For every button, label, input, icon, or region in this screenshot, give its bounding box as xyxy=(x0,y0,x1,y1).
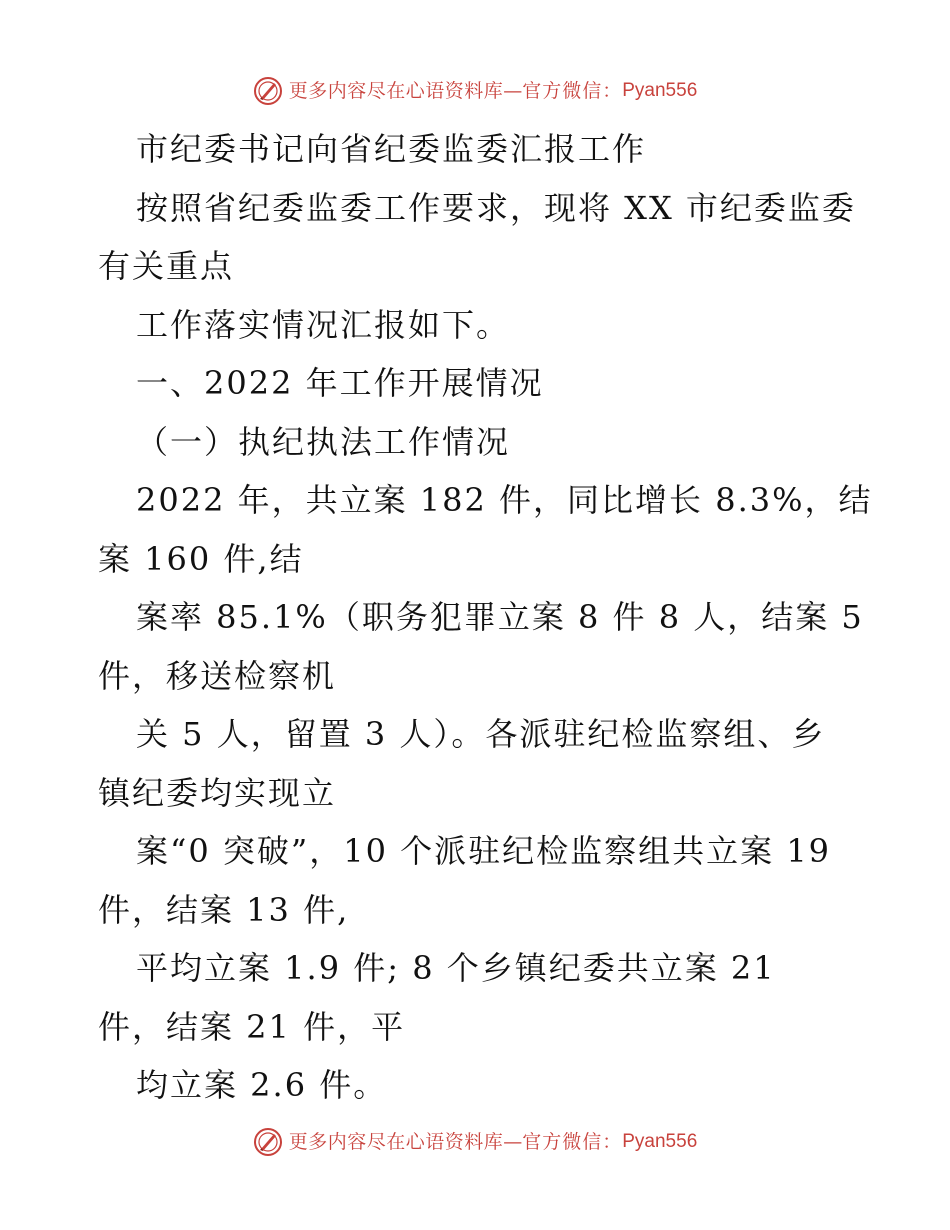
paragraph-line: 案 160 件,结 xyxy=(98,539,304,578)
subsection-heading: （一）执纪执法工作情况 xyxy=(136,422,511,461)
paragraph-line: 有关重点 xyxy=(98,247,235,285)
document-body xyxy=(98,120,873,1115)
paragraph-line: 关 5 人，留置 3 人）。各派驻纪检监察组、乡 xyxy=(136,715,826,753)
paragraph-line: 件，结案 13 件, xyxy=(98,890,350,929)
quill-seal-icon xyxy=(253,76,283,106)
paragraph-line: 2022 年，共立案 182 件，同比增长 8.3%，结 xyxy=(136,481,873,519)
paragraph-line: 镇纪委均实现立 xyxy=(98,773,337,812)
paragraph-line: 均立案 2.6 件。 xyxy=(136,1066,388,1104)
paragraph-line: 按照省纪委监委工作要求，现将 XX 市纪委监委 xyxy=(136,188,856,227)
paragraph-line: 平均立案 1.9 件; 8 个乡镇纪委共立案 21 xyxy=(136,949,776,987)
watermark-dash: — xyxy=(503,1131,523,1153)
watermark-wechat-id: Pyan556 xyxy=(622,80,698,101)
paragraph-line: 案率 85.1%（职务犯罪立案 8 件 8 人，结案 5 xyxy=(136,598,864,636)
watermark-text: 更多内容尽在心语资料库 xyxy=(288,80,504,102)
watermark-dash: — xyxy=(503,80,523,102)
watermark-wechat-label: 官方微信： xyxy=(522,80,623,102)
quill-seal-icon xyxy=(253,1127,283,1157)
header-watermark xyxy=(0,76,950,106)
paragraph-line: 件，移送检察机 xyxy=(98,656,337,695)
watermark-wechat-id: Pyan556 xyxy=(622,1131,698,1152)
paragraph-line: 件，结案 21 件，平 xyxy=(98,1007,406,1046)
document-title: 市纪委书记向省纪委监委汇报工作 xyxy=(136,130,647,168)
watermark-wechat-label: 官方微信： xyxy=(522,1131,623,1153)
paragraph-line: 案“0 突破”，10 个派驻纪检监察组共立案 19 xyxy=(136,832,832,870)
section-heading: 一、2022 年工作开展情况 xyxy=(136,364,544,402)
footer-watermark xyxy=(0,1127,950,1157)
watermark-text: 更多内容尽在心语资料库 xyxy=(288,1131,504,1153)
paragraph-line: 工作落实情况汇报如下。 xyxy=(136,305,511,344)
